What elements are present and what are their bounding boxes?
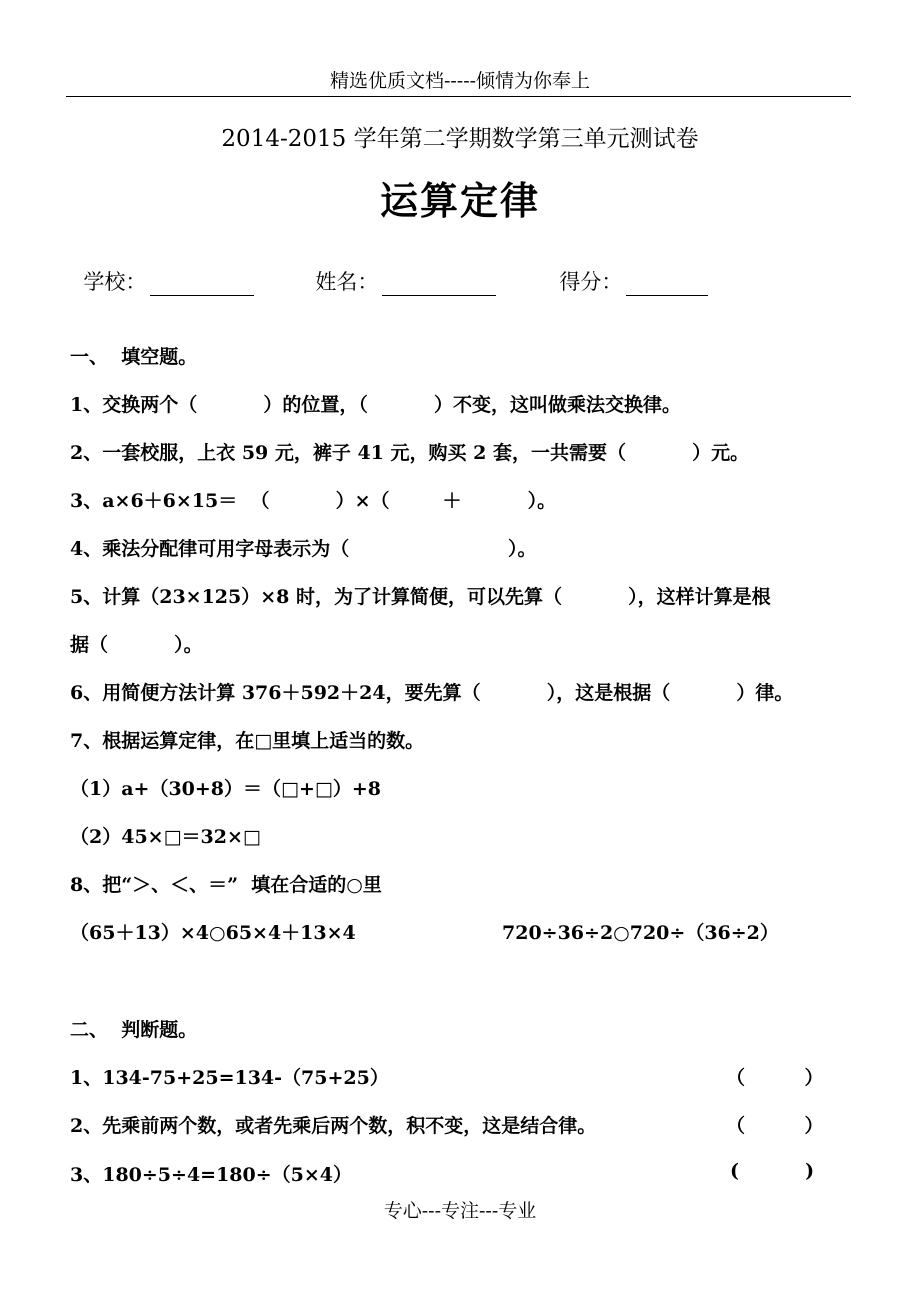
school-blank[interactable] <box>150 271 254 296</box>
s1-question-4: 4、乘法分配律可用字母表示为（ ）。 <box>70 538 537 560</box>
s2-question-2: 2、先乘前两个数，或者先乘后两个数，积不变，这是结合律。 <box>70 1115 597 1137</box>
name-blank[interactable] <box>382 271 496 296</box>
s1-question-7-1: （1）a+（30+8）＝（□+□）+8 <box>70 778 381 800</box>
s1-question-1: 1、交换两个（ ）的位置，（ ）不变，这叫做乘法交换律。 <box>70 394 682 416</box>
s2-question-3: 3、180÷5÷4=180÷（5×4） <box>70 1164 353 1186</box>
s1-question-6: 6、用简便方法计算 376＋592＋24，要先算（ ），这是根据（ ）律。 <box>70 682 794 704</box>
page-footer: 专心---专注---专业 <box>383 1200 537 1222</box>
s1-question-7-2: （2）45×□＝32×□ <box>70 826 261 848</box>
exam-title: 运算定律 <box>379 178 540 223</box>
exam-subtitle: 2014-2015 学年第二学期数学第三单元测试卷 <box>221 126 699 152</box>
s1-question-8-left: （65＋13）×4○65×4＋13×4 <box>70 922 356 944</box>
s1-question-8-right: 720÷36÷2○720÷（36÷2） <box>502 922 779 944</box>
score-blank[interactable] <box>626 271 708 296</box>
s1-question-2: 2、一套校服，上衣 59 元，裤子 41 元，购买 2 套，一共需要（ ）元。 <box>70 442 750 464</box>
score-label: 得分： <box>559 270 623 294</box>
section2-heading: 二、 判断题。 <box>70 1019 198 1041</box>
s1-question-5-cont: 据（ ）。 <box>70 634 203 656</box>
score-field <box>546 242 708 296</box>
school-field <box>70 242 254 296</box>
s2-answer-2[interactable]: （ ） <box>726 1115 824 1137</box>
school-label: 学校： <box>83 270 147 294</box>
s2-question-1: 1、134-75+25=134-（75+25） <box>70 1067 389 1089</box>
section1-heading: 一、 填空题。 <box>70 346 198 368</box>
s1-question-5: 5、计算（23×125）×8 时，为了计算简便，可以先算（ ），这样计算是根 <box>70 586 771 608</box>
header-divider <box>66 96 851 97</box>
name-field <box>302 242 496 296</box>
s2-answer-1[interactable]: （ ） <box>726 1067 824 1089</box>
s1-question-7: 7、根据运算定律，在□里填上适当的数。 <box>70 730 425 752</box>
s1-question-3: 3、a×6＋6×15＝ （ ）×（ ＋ ）。 <box>70 490 557 512</box>
page-header: 精选优质文档-----倾情为你奉上 <box>329 70 591 92</box>
s2-answer-3[interactable]: ( ) <box>730 1160 815 1182</box>
name-label: 姓名： <box>315 270 379 294</box>
s1-question-8: 8、把“＞、＜、＝” 填在合适的○里 <box>70 874 382 896</box>
